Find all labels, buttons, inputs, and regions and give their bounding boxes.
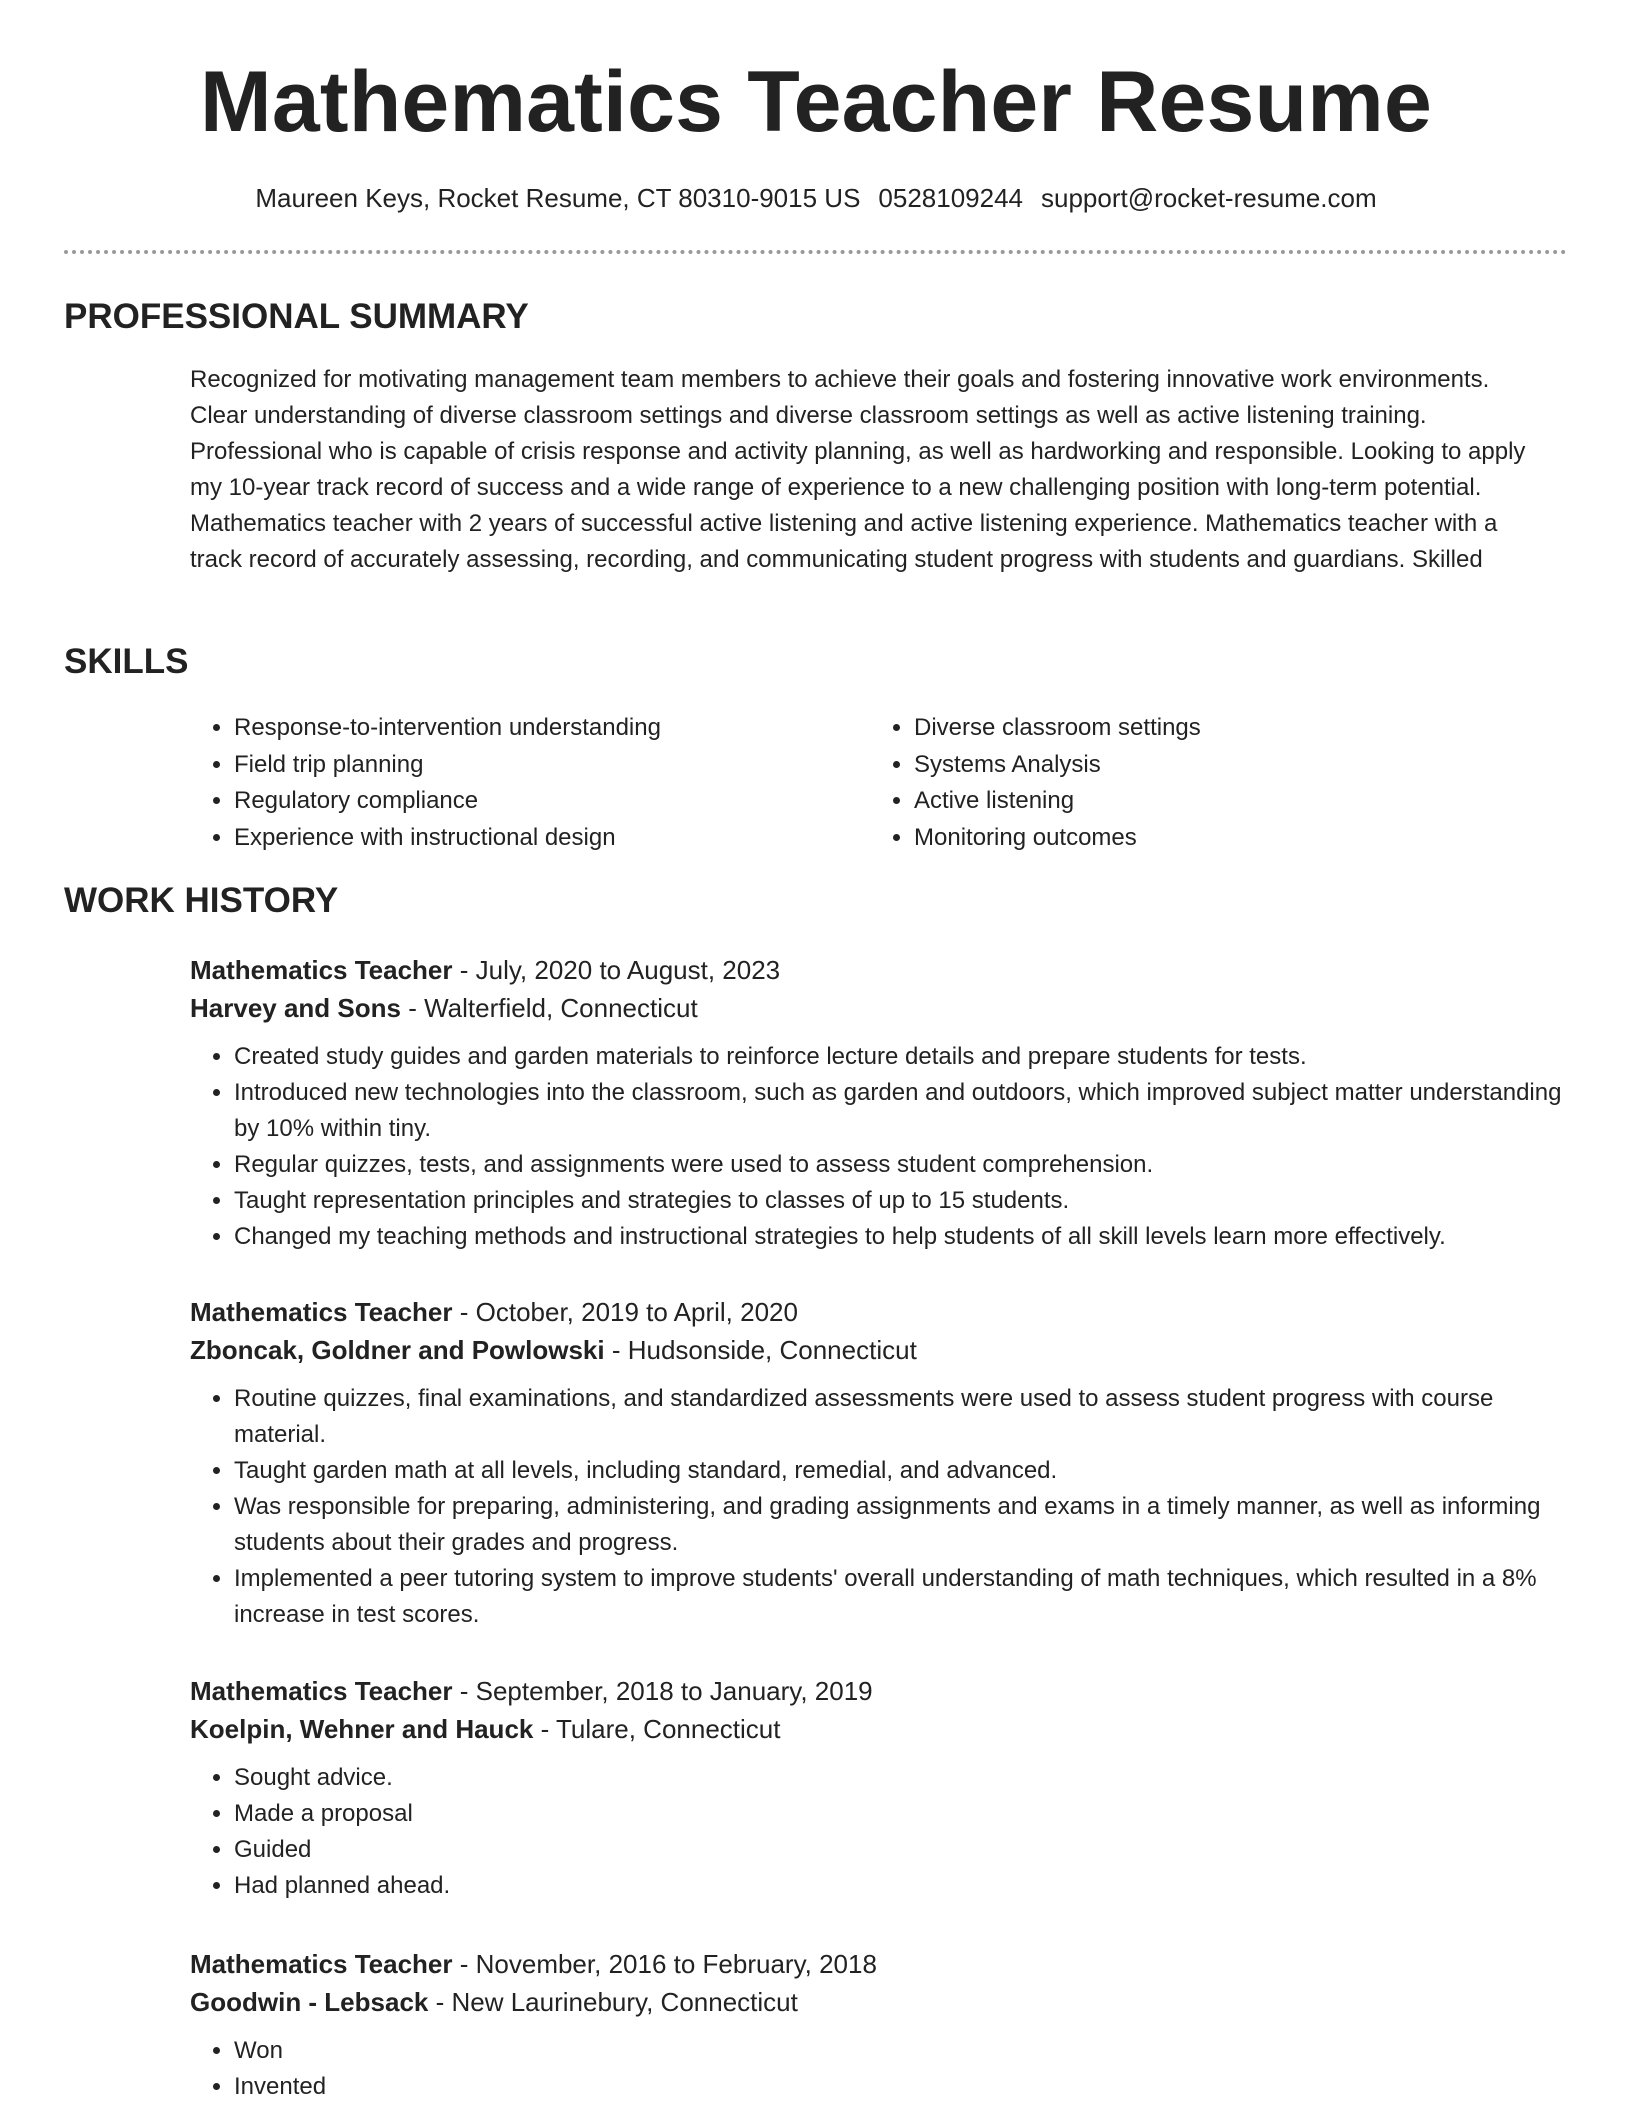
job-bullet: • Implemented a peer tutoring system to improve students' overall understanding of math techniques, which resulted in a 8% increase in test scores. — [234, 1561, 1565, 1633]
job-company: Goodwin - Lebsack — [190, 1987, 429, 2017]
job-title: Mathematics Teacher — [190, 955, 453, 985]
job-bullet: • Regular quizzes, tests, and assignments were used to assess student comprehension. — [234, 1147, 1565, 1183]
skills-left-column — [190, 710, 830, 856]
job-bullet: • Changed my teaching methods and instructional strategies to help students of all skill levels learn more effectively. — [234, 1219, 1565, 1255]
skills-left-list — [190, 710, 830, 856]
job-dates: - September, 2018 to January, 2019 — [452, 1676, 873, 1706]
job-bullet: • Was responsible for preparing, administering, and grading assignments and exams in a timely manner, as well as informing students about their grades and progress. — [234, 1489, 1565, 1561]
job-title-line — [190, 1672, 1565, 1710]
job-company-line — [190, 989, 1565, 1027]
job-bullet: • Created study guides and garden materials to reinforce lecture details and prepare students for tests. — [234, 1039, 1565, 1075]
summary-text: Recognized for motivating management team members to achieve their goals and fostering innovative work environments. Clear understanding of diverse classroom settings and diverse classroom settings as well as active listening training. Professional who is capable of crisis response and activity planning, as well as hardworking and responsible. Looking to apply my 10-year track record of success and a wide range of experience to a new challenging position with long-term potential. Mathematics teacher with 2 years of successful active listening and active listening experience. Mathematics teacher with a track record of accurately assessing, recording, and communicating student progress with students and guardians. Skilled — [190, 366, 1526, 573]
job-entry — [190, 951, 1565, 1255]
skill-item: • Response-to-intervention understanding — [234, 710, 830, 747]
contact-email: support@rocket-resume.com — [1041, 183, 1377, 213]
contact-line — [0, 182, 1632, 214]
job-bullet: • Sought advice. — [234, 1760, 1565, 1796]
job-location: - New Laurinebury, Connecticut — [428, 1987, 798, 2017]
job-bullet: • Made a proposal — [234, 1796, 1565, 1832]
job-company-line — [190, 1331, 1565, 1369]
job-bullets — [190, 1039, 1565, 1255]
job-bullet: • Taught garden math at all levels, including standard, remedial, and advanced. — [234, 1453, 1565, 1489]
job-bullets — [190, 1381, 1565, 1633]
job-dates: - October, 2019 to April, 2020 — [452, 1297, 798, 1327]
job-bullet: • Won — [234, 2033, 1565, 2069]
skills-right-column — [870, 710, 1510, 856]
job-bullet: • Guided — [234, 1832, 1565, 1868]
contact-address: Maureen Keys, Rocket Resume, CT 80310-9015 US — [255, 183, 861, 213]
job-company-line — [190, 1710, 1565, 1748]
work-history-heading: WORK HISTORY — [64, 881, 339, 920]
skills-right-list — [870, 710, 1510, 856]
job-location: - Tulare, Connecticut — [533, 1714, 781, 1744]
job-location: - Walterfield, Connecticut — [400, 993, 698, 1023]
skill-item: • Field trip planning — [234, 747, 830, 784]
job-company: Koelpin, Wehner and Hauck — [190, 1714, 534, 1744]
job-title-line — [190, 1945, 1565, 1983]
skill-item: • Regulatory compliance — [234, 783, 830, 820]
job-entry — [190, 1945, 1565, 2105]
job-bullets — [190, 1760, 1565, 1904]
job-entry — [190, 1672, 1565, 1904]
job-company-line — [190, 1983, 1565, 2021]
job-bullet: • Routine quizzes, final examinations, and standardized assessments were used to assess student progress with course material. — [234, 1381, 1565, 1453]
skills-heading: SKILLS — [64, 642, 189, 681]
summary-heading: PROFESSIONAL SUMMARY — [64, 297, 529, 336]
job-title: Mathematics Teacher — [190, 1676, 453, 1706]
job-bullet: • Invented — [234, 2069, 1565, 2105]
job-title-line — [190, 1293, 1565, 1331]
job-company: Zboncak, Goldner and Powlowski — [190, 1335, 605, 1365]
job-bullet: • Had planned ahead. — [234, 1868, 1565, 1904]
job-entry — [190, 1293, 1565, 1633]
skill-item: • Monitoring outcomes — [914, 820, 1510, 857]
job-title: Mathematics Teacher — [190, 1297, 453, 1327]
skill-item: • Systems Analysis — [914, 747, 1510, 784]
job-bullet: • Taught representation principles and strategies to classes of up to 15 students. — [234, 1183, 1565, 1219]
contact-phone: 0528109244 — [878, 183, 1024, 213]
job-bullets — [190, 2033, 1565, 2105]
skill-item: • Active listening — [914, 783, 1510, 820]
job-dates: - July, 2020 to August, 2023 — [452, 955, 781, 985]
job-dates: - November, 2016 to February, 2018 — [452, 1949, 877, 1979]
job-title: Mathematics Teacher — [190, 1949, 453, 1979]
header-divider — [64, 250, 1567, 254]
job-location: - Hudsonside, Connecticut — [604, 1335, 917, 1365]
skill-item: • Experience with instructional design — [234, 820, 830, 857]
job-title-line — [190, 951, 1565, 989]
skill-item: • Diverse classroom settings — [914, 710, 1510, 747]
job-bullet: • Introduced new technologies into the classroom, such as garden and outdoors, which improved subject matter understanding by 10% within tiny. — [234, 1075, 1565, 1147]
job-company: Harvey and Sons — [190, 993, 401, 1023]
resume-title: Mathematics Teacher Resume — [199, 54, 1432, 150]
